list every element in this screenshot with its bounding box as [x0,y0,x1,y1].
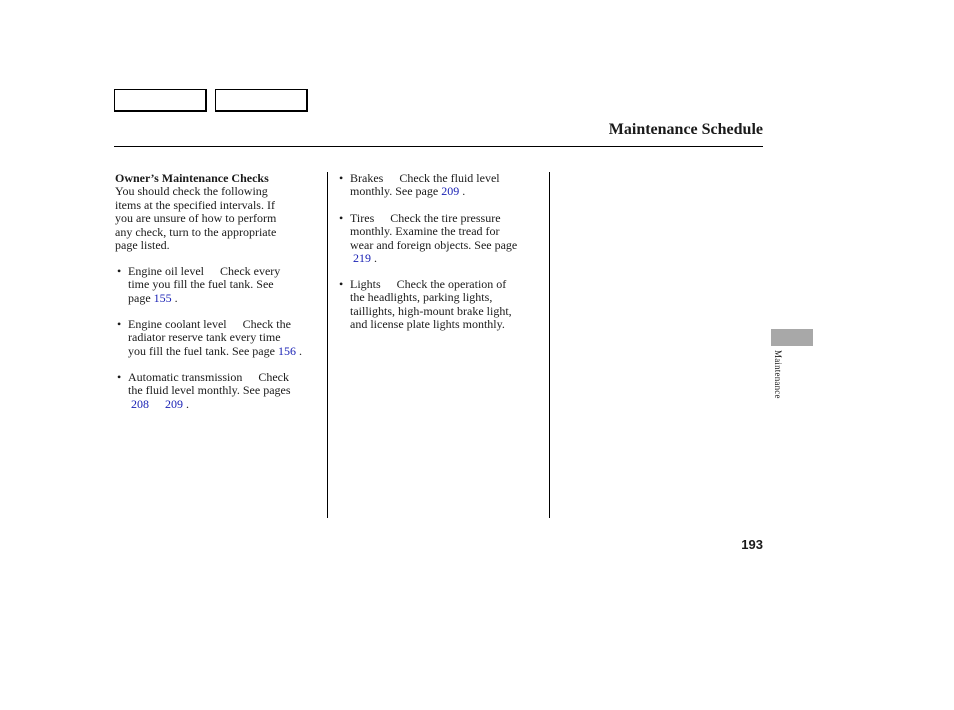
item-text: the headlights, parking lights, [350,290,493,305]
page-number: 193 [741,537,763,552]
column-divider [327,172,328,518]
item-text: Check the tire pressure [390,211,501,225]
intro-line: items at the specified intervals. If [115,197,275,212]
item-text: and license plate lights monthly. [350,317,505,332]
page-link[interactable]: 208 [131,396,149,411]
item-name: Lights [350,277,381,291]
item-text: taillights, high-mount brake light, [350,303,512,318]
item-text: time you fill the fuel tank. See [128,277,274,292]
check-item: • Brakes Check the fluid level monthly. See page 209 . [339,171,500,199]
check-item: • Automatic transmission Check the fluid level monthly. See pages 208 209 . [115,371,327,411]
bullet-icon: • [117,264,122,278]
prev-page-button[interactable] [114,89,207,112]
item-name: Engine coolant level [128,317,227,331]
page-link[interactable]: 219 [353,251,371,266]
check-item: • Engine coolant level Check the radiator reserve tank every time you fill the fuel tank. See page 156 . [115,318,327,358]
title-rule [114,146,763,147]
intro-line: page listed. [115,238,170,253]
item-text: Check the operation of [396,277,507,291]
check-item: • Engine oil level Check every time you fill the fuel tank. See page 155 . [115,265,327,305]
item-text: radiator reserve tank every time [128,330,281,345]
item-text: the fluid level monthly. See pages [128,383,291,398]
item-text: monthly. See page [350,184,439,199]
page-title: Maintenance Schedule [608,121,763,138]
intro-line: any check, turn to the appropriate [115,224,277,239]
bullet-icon: • [339,277,344,291]
item-name: Automatic transmission [128,370,243,384]
item-name: Brakes [350,171,384,185]
bullet-icon: • [117,317,122,331]
column-divider [549,172,550,518]
item-text: page [128,290,151,305]
page-link[interactable]: 155 [153,290,172,305]
item-text: Check every [219,264,281,278]
next-page-button[interactable] [215,89,308,112]
item-name: Engine oil level [128,264,204,278]
item-text: Check the fluid level [399,171,500,185]
bullet-icon: • [339,211,344,225]
section-tab [771,329,813,346]
page-link[interactable]: 209 [165,396,183,411]
intro-line: You should check the following [115,184,268,199]
item-text: monthly. Examine the tread for [350,224,500,239]
intro-line: you are unsure of how to perform [115,211,277,226]
check-item [337,278,549,332]
item-text: wear and foreign objects. See page [350,237,518,252]
item-text: Check [258,370,289,384]
page-link[interactable]: 156 [277,343,296,358]
page-link[interactable]: 209 [441,184,460,199]
item-text: Check the [242,317,291,331]
bullet-icon: • [117,370,122,384]
check-item: • Tires Check the tire pressure monthly. Examine the tread for wear and foreign objects. See page 219 . [337,212,549,266]
left-column [115,172,325,252]
section-heading: Owner’s Maintenance Checks [115,171,269,185]
section-label: Maintenance [773,350,783,399]
item-name: Tires [350,211,375,225]
item-text: you fill the fuel tank. See page [128,343,275,358]
bullet-icon: • [339,171,344,185]
